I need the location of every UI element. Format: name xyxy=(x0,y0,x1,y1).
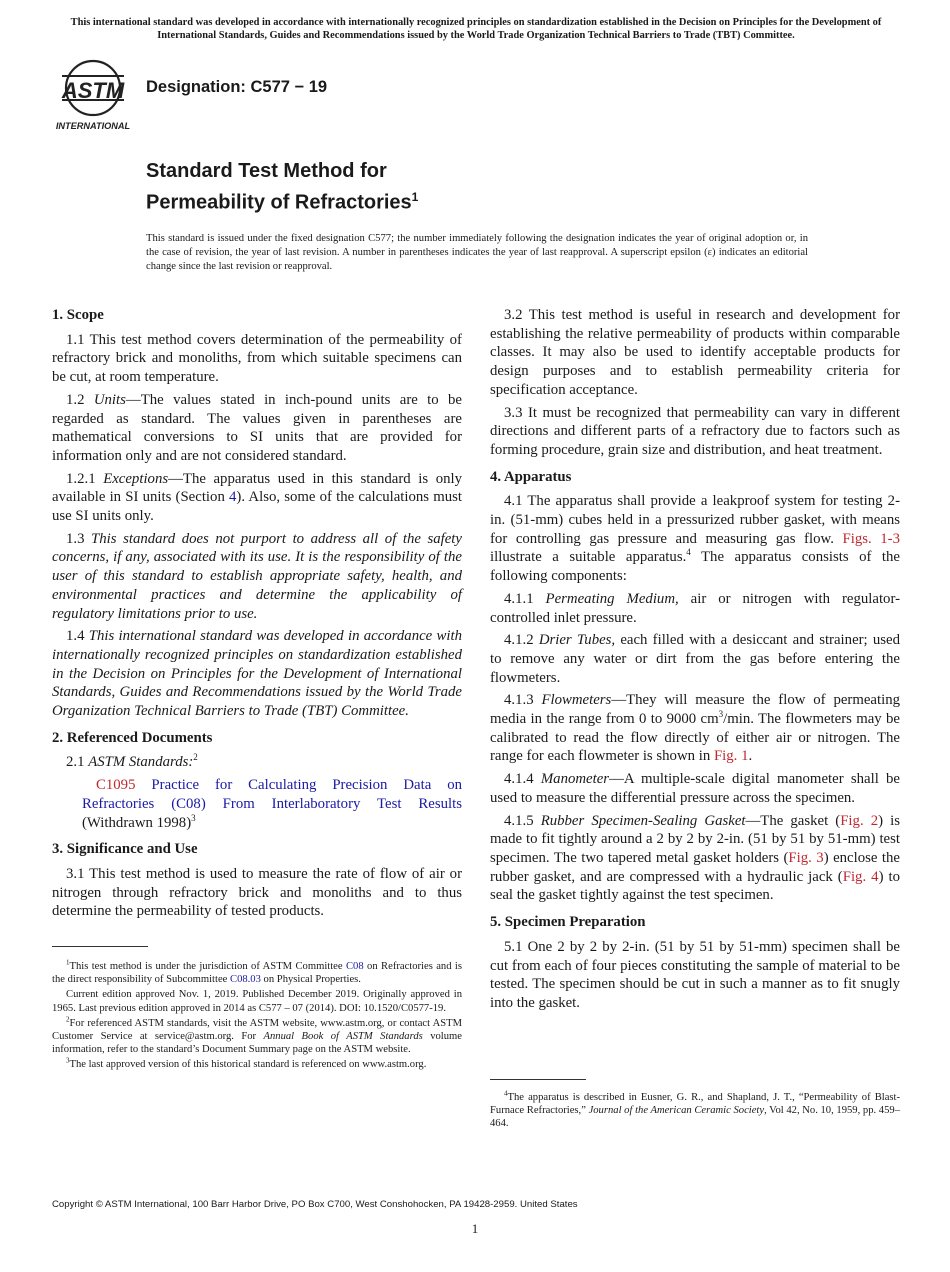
para-3-3: 3.3 It must be recognized that permeability can vary in different directions and different parts of a refractory due to factors such as forming procedure, grain size and distribution, and heat treatment. xyxy=(490,404,900,458)
footnote-4: $^4$The apparatus is described in Eusner, G. R., and Shapland, J. T., “Permeability of Blast-Furnace Refractories,” Journal of the American Ceramic Society, Vol 42, No. 10, 1959, pp. 459–464. xyxy=(490,1089,900,1130)
footnote-ref-4[interactable]: 4 xyxy=(686,547,691,558)
footnote-divider-left xyxy=(52,946,148,947)
para-4-1-1: 4.1.1 Permeating Medium, air or nitrogen with regulator-controlled inlet pressure. xyxy=(490,590,901,626)
para-1-2-1: 1.2.1 Exceptions—The apparatus used in this standard is only available in SI units (Section 4). Also, some of the calculations must use SI units only. xyxy=(52,470,462,525)
astm-logo-icon xyxy=(52,56,134,132)
footnotes-left xyxy=(52,960,462,1074)
footnote-3: $^3$The last approved version of this historical standard is referenced on www.astm.org. xyxy=(66,1056,427,1071)
para-4-1: 4.1 The apparatus shall provide a leakproof system for testing 2-in. (51-mm) cubes held in a pressurized rubber gasket, with means for controlling gas pressure and measuring gas flow. Figs. 1-3 illustrate a suitable apparatus.$^4$ The apparatus consists of the following components: xyxy=(490,493,900,585)
para-1-2: 1.2 Units—The values stated in inch-pound units are to be regarded as standard. The values given in parentheses are mathematical conversions to SI units that are provided for information only and are not considered standard. xyxy=(52,391,462,464)
copyright-notice: Copyright © ASTM International, 100 Barr Harbor Drive, PO Box C700, West Conshohocken, PA 19428-2959. United States xyxy=(52,1199,578,1210)
document-title xyxy=(146,158,418,216)
fig-1-link[interactable]: Fig. 1 xyxy=(713,748,749,765)
title-line-2: Permeability of Refractories$^1$ xyxy=(146,190,419,214)
designation: Designation: C577 − 19 xyxy=(146,78,328,96)
reference-code-link[interactable]: C1095 xyxy=(96,777,136,794)
fig-4-link[interactable]: Fig. 4 xyxy=(842,868,879,885)
para-4-1-2: 4.1.2 Drier Tubes, each filled with a desiccant and strainer; used to remove any water or dirt from the gas before entering the flowmeters. xyxy=(490,632,901,686)
reference-title-link[interactable]: Practice for Calculating Precision Data on Refractories (C08) From Interlaboratory Test Results xyxy=(82,777,462,812)
section-4-link[interactable]: 4 xyxy=(229,489,237,506)
footnote-1: $^1$This test method is under the jurisdiction of ASTM Committee C08 on Refractories and is the direct responsibility of Subcommittee C08.03 on Physical Properties. xyxy=(52,958,462,986)
footnote-divider-right xyxy=(490,1079,586,1080)
title-line-1: Standard Test Method for xyxy=(146,160,387,182)
para-4-1-5: 4.1.5 Rubber Specimen-Sealing Gasket—The gasket (Fig. 2) is made to fit tightly around a 2 by 2 by 2-in. (51 by 51 by 51-mm) test specimen. The two tapered metal gasket holders (Fig. 3) enclose the rubber gasket, and are compressed with a hydraulic jack (Fig. 4) to seal the gasket tightly against the test specimen. xyxy=(490,812,901,904)
para-1-4: 1.4 This international standard was developed in accordance with internationally recognized principles on standardization established in the Decision on Principles for the Development of International Standards, Guides and Recommendations issued by the World Trade Organization Technical Barriers to Trade (TBT) Committee. xyxy=(52,628,462,720)
fig-2-link[interactable]: Fig. 2 xyxy=(840,812,879,829)
para-2-1: 2.1 ASTM Standards:$^2$ xyxy=(66,752,198,771)
figs-1-3-link[interactable]: Figs. 1-3 xyxy=(842,530,900,547)
para-5-1: 5.1 One 2 by 2 by 2-in. (51 by 51 by 51-mm) specimen shall be cut from each of four pieces constituting the sample of material to be tested. The specimen should be cut in such a manner as to fit snugly into the gasket. xyxy=(490,938,900,1011)
section-heading-apparatus: 4. Apparatus xyxy=(490,468,572,485)
section-heading-specimen-preparation: 5. Specimen Preparation xyxy=(490,914,646,931)
page-number: 1 xyxy=(471,1221,479,1236)
standard-note: This standard is issued under the fixed designation C577; the number immediately following the designation indicates the year of original adoption or, in the case of revision, the year of last revision. A number in parentheses indicates the year of last reapproval. A superscript epsilon (ε) indicates an editorial change since the last revision or reapproval. xyxy=(146,233,808,272)
footnote-ref-3[interactable]: 3 xyxy=(191,812,196,823)
para-4-1-3: 4.1.3 Flowmeters—They will measure the flow of permeating media in the range from 0 to 9000 $cm^3/\min$. The flowmeters may be calibrated to read the flow directly of either air or nitrogen. The range for each flowmeter is shown in Fig. 1. xyxy=(490,692,901,765)
para-3-1: 3.1 This test method is used to measure the rate of flow of air or nitrogen through refractory brick and monoliths and to thus determine the permeability of tested products. xyxy=(52,865,462,920)
footnote-2: $^2$For referenced ASTM standards, visit the ASTM website, www.astm.org, or contact ASTM Customer Service at service@astm.org. For Annual Book of ASTM Standards volume information, refer to the standard’s Document Summary page on the ASTM website. xyxy=(52,1015,462,1056)
subcommittee-c08-03-link[interactable]: C08.03 xyxy=(230,974,261,986)
logo-text: ASTM xyxy=(61,78,125,103)
title-footnote-ref[interactable]: 1 xyxy=(411,190,419,204)
right-column xyxy=(490,306,900,1017)
left-column xyxy=(52,306,462,925)
committee-c08-link[interactable]: C08 xyxy=(345,961,364,972)
para-1-1: 1.1 This test method covers determination of the permeability of refractory brick and monoliths, from which suitable specimens can be cut, at room temperature. xyxy=(52,331,462,386)
para-4-1-4: 4.1.4 Manometer—A multiple-scale digital manometer shall be used to measure the differential pressure across the specimen. xyxy=(490,771,901,806)
section-heading-scope: 1. Scope xyxy=(52,307,104,323)
section-heading-referenced-documents: 2. Referenced Documents xyxy=(52,729,213,746)
para-1-3: 1.3 This standard does not purport to address all of the safety concerns, if any, associated with its use. It is the responsibility of the user of this standard to establish appropriate safety, health, and environmental practices and determine the applicability of regulatory limitations prior to use. xyxy=(52,530,462,622)
reference-entry-c1095: C1095 Practice for Calculating Precision Data on Refractories (C08) From Interlaboratory Test Results (Withdrawn 1998)$^3$ xyxy=(82,777,462,831)
footnotes-right xyxy=(490,1091,900,1133)
top-notice: This international standard was developed in accordance with internationally recognized principles on standardization established in the Decision on Principles for the Development of International Standards, Guides and Recommendations issued by the World Trade Organization Technical Barriers to Trade (TBT) Committee. xyxy=(70,17,882,41)
section-heading-significance: 3. Significance and Use xyxy=(52,841,198,858)
para-3-2: 3.2 This test method is useful in research and development for establishing the relative permeability of products within comparable classes. It may also be used to identify acceptable products for design purposes and to establish permeability criteria for specification acceptance. xyxy=(490,307,900,398)
logo-subtext: INTERNATIONAL xyxy=(55,121,131,131)
footnote-ref-2[interactable]: 2 xyxy=(193,752,198,763)
fig-3-link[interactable]: Fig. 3 xyxy=(788,849,824,866)
footnote-edition: Current edition approved Nov. 1, 2019. Published December 2019. Originally approved in 1965. Last previous edition approved in 2014 as C577 – 07 (2014). DOI: 10.1520/C0577-19. xyxy=(52,989,462,1014)
